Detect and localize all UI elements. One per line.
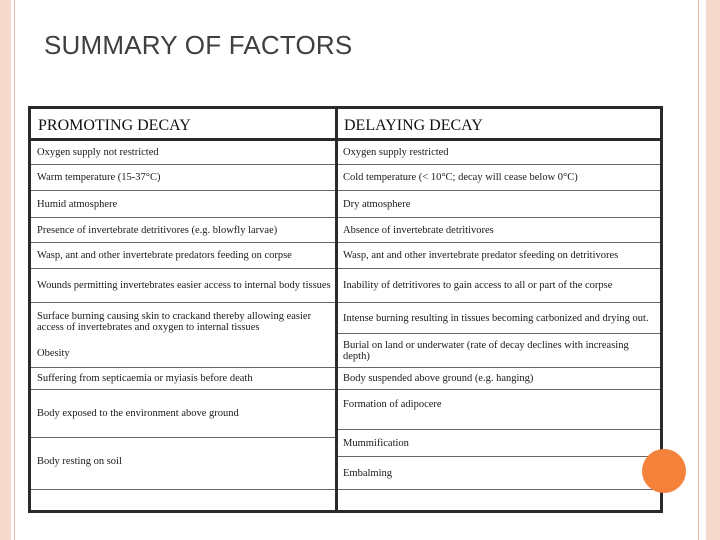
slide-title: SUMMARY OF FACTORS [44,30,353,60]
slide-frame-line-right [698,0,699,540]
delaying-factor: Body suspended above ground (e.g. hanging) [343,373,534,384]
delaying-factor: Absence of invertebrate detritivores [343,224,494,236]
promoting-factor: Oxygen supply not restricted [37,147,159,158]
delaying-factor: Intense burning resulting in tissues becoming carbonized and drying out. [343,312,649,324]
delaying-factor: Wasp, ant and other invertebrate predator sfeeding on detritivores [343,250,619,261]
slide-frame-line-left [14,0,15,540]
promoting-factor: Warm temperature (15-37°C) [37,172,161,183]
delaying-factor: Cold temperature (< 10°C; decay will cease below 0°C) [343,172,578,183]
promoting-factor: Presence of invertebrate detritivores (e.g. blowfly larvae) [37,224,278,236]
delaying-factor: Embalming [343,467,392,479]
delaying-factor: Formation of adipocere [343,399,442,410]
delaying-factor: Oxygen supply restricted [343,147,449,158]
promoting-factor: Surface burning causing skin to crackand thereby allowing easier access of invertebrates and oxygen to internal tissues [37,311,312,333]
promoting-factor: Body resting on soil [37,455,122,467]
promoting-factor: Suffering from septicaemia or myiasis before death [37,373,253,384]
slide-frame-right [706,0,720,540]
delaying-factor: Burial on land or underwater (rate of decay declines with increasing depth) [343,339,629,362]
header-delaying-decay: DELAYING DECAY [344,116,483,134]
decorative-orange-circle [642,449,686,493]
slide-frame-left [0,0,11,540]
promoting-factor: Wasp, ant and other invertebrate predators feeding on corpse [37,250,292,261]
promoting-factor: Body exposed to the environment above ground [37,408,239,419]
promoting-factor: Humid atmosphere [37,198,118,210]
delaying-factor: Dry atmosphere [343,198,411,210]
delaying-factor: Inability of detritivores to gain access to all or part of the corpse [343,280,613,291]
promoting-factor: Wounds permitting invertebrates easier access to internal body tissues [37,280,331,291]
promoting-factor: Obesity [37,347,70,359]
header-promoting-decay: PROMOTING DECAY [38,116,191,134]
factors-table [28,106,663,513]
delaying-factor: Mummification [343,437,409,449]
